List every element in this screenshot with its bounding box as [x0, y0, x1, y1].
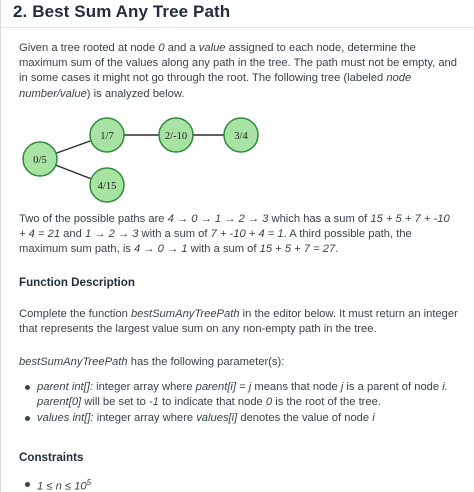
function-description-heading: Function Description: [19, 276, 135, 289]
constraints-heading: Constraints: [19, 451, 84, 464]
svg-text:1/7: 1/7: [100, 131, 114, 142]
constraint-item: $1 \le n \le 10^5$: [37, 478, 92, 492]
function-description-text: Complete the function bestSumAnyTreePath in the editor below. It must return an integer that represents the largest value sum on any non-empty path in the tree.: [19, 308, 458, 336]
tree-node-1: [90, 118, 124, 152]
parameters-intro: bestSumAnyTreePath has the following parameter(s):: [19, 356, 285, 368]
svg-text:0/5: 0/5: [33, 155, 47, 166]
title-divider: [1, 27, 474, 28]
svg-text:2/-10: 2/-10: [164, 131, 188, 142]
tree-node-2: [159, 118, 193, 152]
svg-text:4/15: 4/15: [97, 181, 117, 192]
parameter-parent: parent int[]: integer array where parent[i] = j means that node j is a parent of node i. parent[0] will be set to -1 to indicate that node 0 is the root of the tree.: [23, 380, 453, 409]
constraint-bullet: [25, 482, 30, 487]
svg-text:3/4: 3/4: [234, 131, 248, 142]
parameter-values: values int[]: integer array where values[i] denotes the value of node i: [23, 411, 453, 426]
paths-paragraph: Two of the possible paths are 4 → 0 → 1 → 2 → 3 which has a sum of 15 + 5 + 7 + -10 + 4 = 21 and 1 → 2 → 3 with a sum of 7 + -10 + 4 = 1. A third possible path, the maximum sum path, is 4 → 0 → 1 with a sum of 15 + 5 + 7 = 27.: [19, 213, 450, 256]
tree-node-4: [90, 168, 124, 202]
tree-node-0: [23, 142, 57, 176]
parameters-list: [23, 380, 453, 428]
page-title: 2. Best Sum Any Tree Path: [13, 2, 231, 21]
intro-paragraph: Given a tree rooted at node 0 and a value assigned to each node, determine the maximum sum of the values along any path in the tree. The path must not be empty, and in some cases it might not go through the root. The following tree (labeled node number/value) is analyzed below.: [19, 42, 458, 100]
tree-node-3: [224, 118, 258, 152]
tree-diagram: [19, 113, 269, 205]
